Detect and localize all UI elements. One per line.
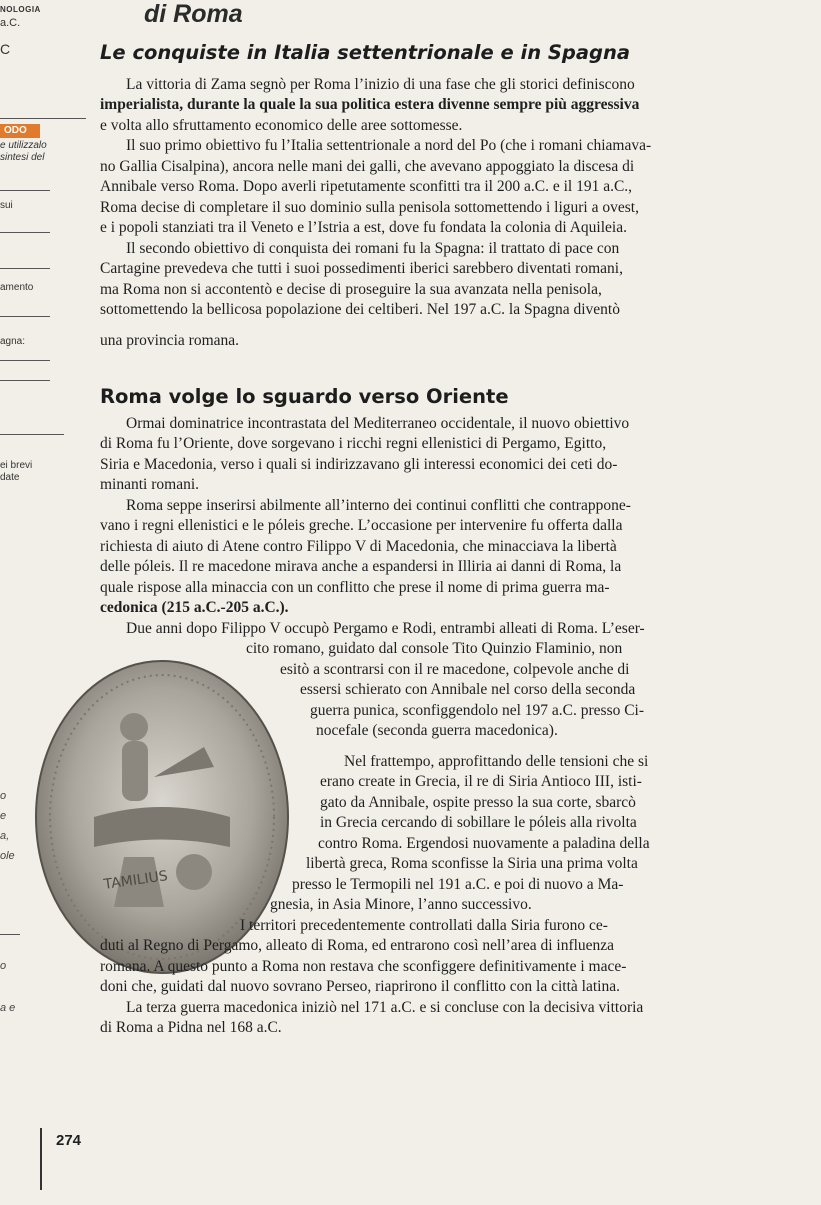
margin-rule [0,268,50,269]
s1-line-2: imperialista, durante la quale la sua politica estera divenne sempre più aggressiva [100,96,640,113]
coin-inscription: TAMILIUS [102,868,169,893]
section1-title: Le conquiste in Italia settentrionale e in Spagna [100,41,631,64]
margin-note-8: o [0,790,7,802]
s2-line-30: di Roma a Pidna nel 168 a.C. [100,1019,282,1036]
s2-line-22: libertà greca, Roma sconfisse la Siria una prima volta [306,855,638,872]
s2-line-19: gato da Annibale, ospite presso la sua corte, sbarcò [320,794,636,811]
margin-note-4: amento [0,282,34,293]
corner-labels [0,2,41,57]
s1-line-4: Il suo primo obiettivo fu l’Italia settentrionale a nord del Po (che i romani chiamava- [126,137,652,154]
margin-rule [0,190,50,191]
s2-line-3: Siria e Macedonia, verso i quali si indirizzavano gli interessi economici dei ceti do- [100,456,618,473]
s1-line-1: La vittoria di Zama segnò per Roma l’inizio di una fase che gli storici definiscono [126,76,635,93]
s2-line-11: Due anni dopo Filippo V occupò Pergamo e Rodi, entrambi alleati di Roma. L’eser- [126,620,645,637]
s2-line-5: Roma seppe inserirsi abilmente all’interno dei continui conflitti che contrappone- [126,497,631,514]
margin-note-3: sui [0,200,13,211]
s2-line-7: richiesta di aiuto di Atene contro Filippo V di Macedonia, che minacciava la libertà [100,538,617,555]
s1-line-3: e volta allo sfruttamento economico delle aree sottomesse. [100,117,463,134]
s1-line-8: e i popoli stanziati tra il Veneto e l’Istria a est, dove fu fondata la colonia di Aquileia. [100,219,627,236]
corner-label-3: C [0,41,11,57]
s2-line-8: delle póleis. Il re macedone mirava anche a espandersi in Illiria ai danni di Roma, la [100,558,622,575]
section2-title: Roma volge lo sguardo verso Oriente [100,385,509,408]
s2-line-28: doni che, guidati dal nuovo sovrano Perseo, riaprirono il conflitto con la città latina. [100,978,620,995]
margin-note-11: ole [0,850,15,862]
margin-rule [0,360,50,361]
margin-note-10: a, [0,830,10,842]
margin-rule [0,316,50,317]
margin-note-5: agna: [0,336,26,347]
s2-line-18: erano create in Grecia, il re di Siria Antioco III, isti- [320,773,642,790]
margin-note-2: sintesi del [0,152,45,163]
s1-line-9: Il secondo obiettivo di conquista dei romani fu la Spagna: il trattato di pace con [126,240,620,257]
corner-label-2: a.C. [0,17,21,29]
s2-line-14: essersi schierato con Annibale nel corso della seconda [300,681,636,698]
s2-line-10: cedonica (215 a.C.-205 a.C.). [100,599,289,616]
s1-line-7: Roma decise di completare il suo dominio sulla penisola sottomettendo i liguri a ovest, [100,199,639,216]
s2-line-1: Ormai dominatrice incontrastata del Mediterraneo occidentale, il nuovo obiettivo [126,415,630,432]
s2-line-24: gnesia, in Asia Minore, l’anno successivo. [270,896,532,913]
s2-line-23: presso le Termopili nel 191 a.C. e poi di nuovo a Ma- [292,876,624,893]
margin-note-9: e [0,810,7,822]
s1-line-11: ma Roma non si accontentò e decise di proseguire la sua avanzata nella penisola, [100,281,602,298]
s2-line-13: esitò a scontrarsi con il re macedone, colpevole anche di [280,661,630,678]
margin-rule [0,434,64,435]
corner-label-1: NOLOGIA [0,5,41,14]
s1-line-5: no Gallia Cisalpina), ancora nelle mani dei galli, che avevano appoggiato la discesa di [100,158,635,175]
s2-line-16: nocefale (seconda guerra macedonica). [316,722,558,739]
margin-rule [0,934,20,935]
s2-line-27: romana. A questo punto a Roma non restava che sconfiggere definitivamente i mace- [100,958,627,975]
running-head: di Roma [144,0,243,28]
margin-rule [0,232,50,233]
margin-note-6: ei brevi [0,460,33,471]
margin-rule [0,118,86,119]
s2-line-25: I territori precedentemente controllati dalla Siria furono ce- [240,917,608,934]
page-number: 274 [56,1132,82,1149]
margin-note-1: e utilizzalo [0,140,47,151]
s2-line-2: di Roma fu l’Oriente, dove sorgevano i ricchi regni ellenistici di Pergamo, Egitto, [100,435,607,452]
s2-line-15: guerra punica, sconfiggendolo nel 197 a.C. presso Ci- [310,702,645,719]
s2-line-12: cito romano, guidato dal console Tito Quinzio Flaminio, non [246,640,623,657]
s2-line-20: in Grecia cercando di sobillare le póleis alla rivolta [320,814,637,831]
s1-line-6: Annibale verso Roma. Dopo averli ripetutamente sconfitti tra il 200 a.C. e il 191 a.C., [100,178,633,195]
s2-line-4: minanti romani. [100,476,200,493]
s2-line-17: Nel frattempo, approfittando delle tensioni che si [344,753,649,770]
margin-note-7: date [0,472,20,483]
s2-line-6: vano i regni ellenistici e le póleis greche. L’occasione per intervenire fu offerta dalla [100,517,623,534]
s2-line-26: duti al Regno di Pergamo, alleato di Roma, ed entrarono così nell’area di influenza [100,937,615,954]
s1-line-12: sottomettendo la bellicosa popolazione dei celtiberi. Nel 197 a.C. la Spagna diventò [100,301,620,318]
s2-line-21: contro Roma. Ergendosi nuovamente a paladina della [318,835,650,852]
s1-line-10: Cartagine prevedeva che tutti i suoi possedimenti iberici sarebbero diventati romani, [100,260,623,277]
s2-line-29: La terza guerra macedonica iniziò nel 171 a.C. e si concluse con la decisiva vittoria [126,999,644,1016]
badge-label: ODO [0,124,40,138]
s1-line-13: una provincia romana. [100,332,240,349]
page-number-bar [40,1128,42,1190]
margin-rule [0,380,50,381]
s2-line-9: quale rispose alla minaccia con un conflitto che prese il nome di prima guerra ma- [100,579,610,596]
margin-note-13: a e [0,1002,16,1014]
margin-note-12: o [0,960,7,972]
